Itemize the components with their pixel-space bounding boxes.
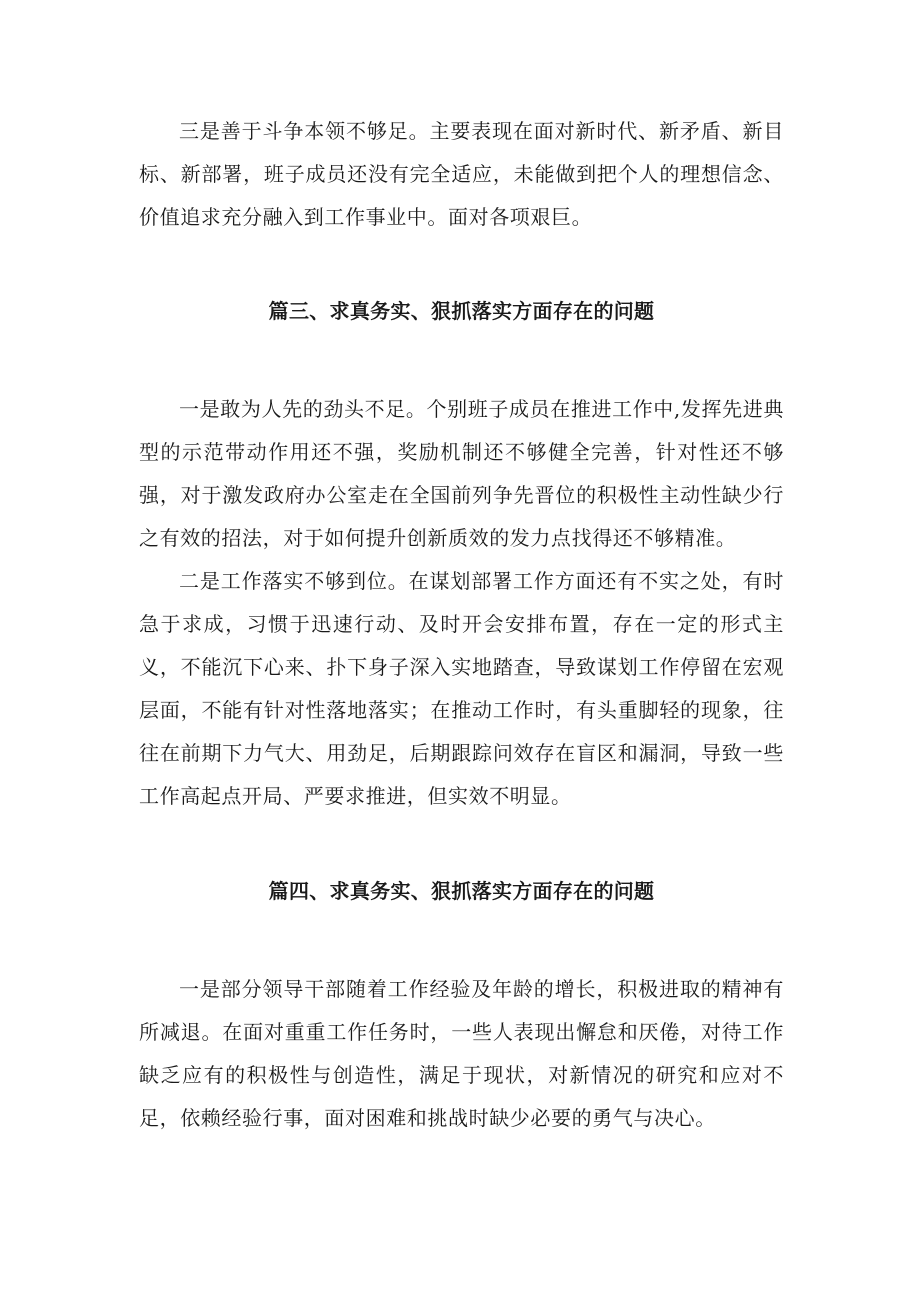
section-heading: 篇四、求真务实、狠抓落实方面存在的问题 [268,879,655,903]
paragraph: 一是敢为人先的劲头不足。个别班子成员在推进工作中,发挥先进典型的示范带动作用还不强，奖励机制还不够健全完善，针对性还不够强，对于激发政府办公室走在全国前列争先晋位的积极性主动性缺少行之有效的招法，对于如何提升创新质效的发力点找得还不够精准。 [139,397,784,550]
document-page [139,110,784,1140]
paragraph: 三是善于斗争本领不够足。主要表现在面对新时代、新矛盾、新目标、新部署，班子成员还没有完全适应，未能做到把个人的理想信念、价值追求充分融入到工作事业中。面对各项艰巨。 [139,119,784,229]
paragraph: 二是工作落实不够到位。在谋划部署工作方面还有不实之处，有时急于求成，习惯于迅速行动、及时开会安排布置，存在一定的形式主义，不能沉下心来、扑下身子深入实地踏查，导致谋划工作停留在宏观层面，不能有针对性落地落实；在推动工作时，有头重脚轻的现象，往往在前期下力气大、用劲足，后期跟踪问效存在盲区和漏洞，导致一些工作高起点开局、严要求推进，但实效不明显。 [139,569,784,808]
section-heading: 篇三、求真务实、狠抓落实方面存在的问题 [268,299,655,323]
paragraph: 一是部分领导干部随着工作经验及年龄的增长，积极进取的精神有所减退。在面对重重工作任务时，一些人表现出懈怠和厌倦，对待工作缺乏应有的积极性与创造性，满足于现状，对新情况的研究和应对不足，依赖经验行事，面对困难和挑战时缺少必要的勇气与决心。 [139,977,784,1130]
